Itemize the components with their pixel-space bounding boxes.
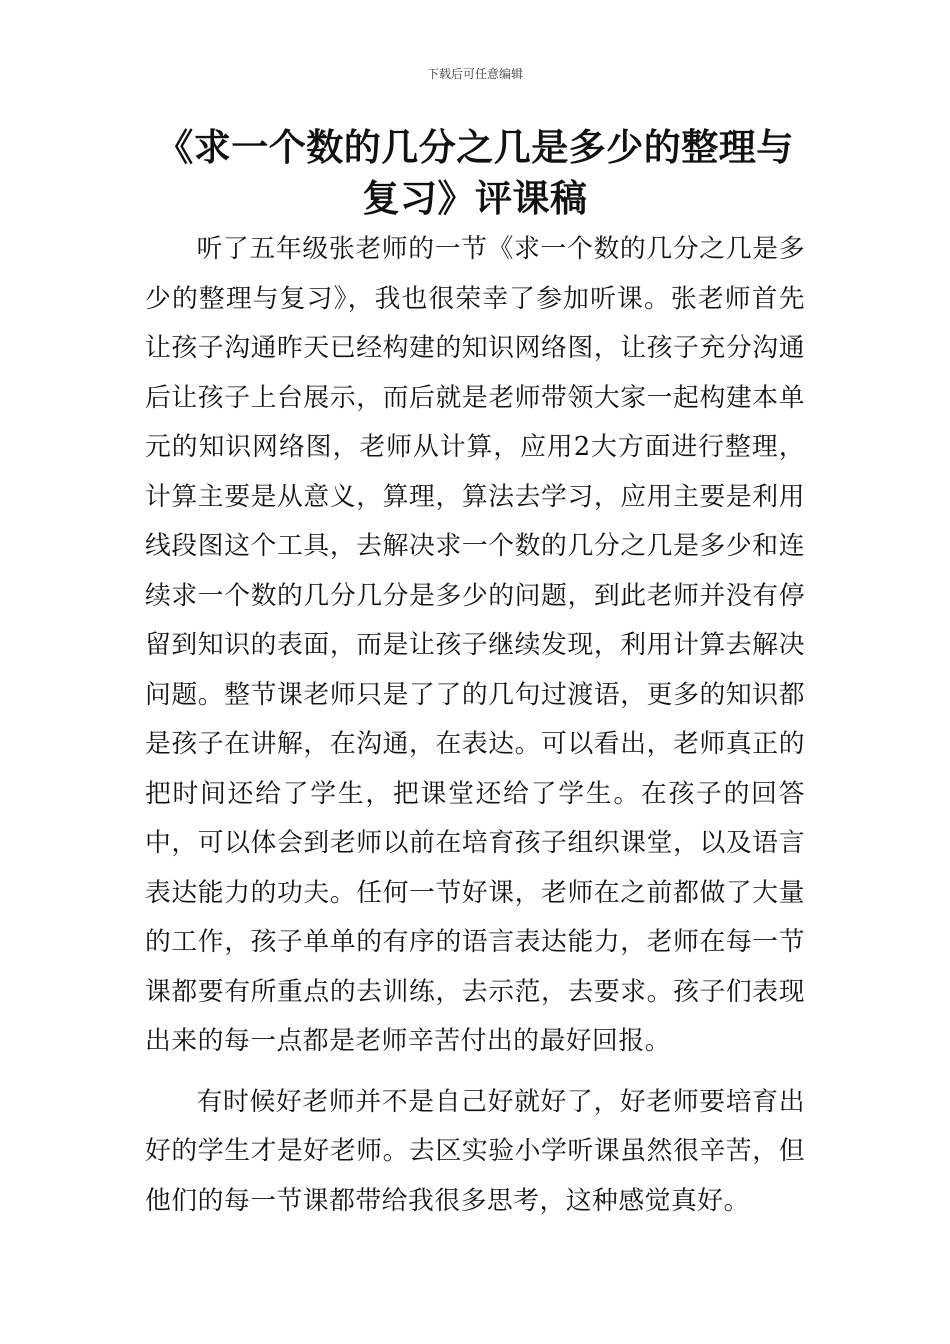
paragraph-2: 有时候好老师并不是自己好就好了，好老师要培育出好的学生才是好老师。去区实验小学听课虽然很辛苦，但他们的每一节课都带给我很多思考，这种感觉真好。 [145, 1086, 805, 1216]
document-body [145, 225, 805, 1226]
document-title: 《求一个数的几分之几是多少的整理与复习》评课稿 [156, 126, 794, 220]
header-note: 下载后可任意编辑 [426, 67, 523, 81]
paragraph-1: 听了五年级张老师的一节《求一个数的几分之几是多少的整理与复习》，我也很荣幸了参加听课。张老师首先让孩子沟通昨天已经构建的知识网络图，让孩子充分沟通后让孩子上台展示，而后就是老师带领大家一起构建本单元的知识网络图，老师从计算，应用2大方面进行整理，计算主要是从意义，算理，算法去学习，应用主要是利用线段图这个工具，去解决求一个数的几分之几是多少和连续求一个数的几分几分是多少的问题，到此老师并没有停留到知识的表面，而是让孩子继续发现，利用计算去解决问题。整节课老师只是了了的几句过渡语，更多的知识都是孩子在讲解，在沟通，在表达。可以看出，老师真正的把时间还给了学生，把课堂还给了学生。在孩子的回答中，可以体会到老师以前在培育孩子组织课堂，以及语言表达能力的功夫。任何一节好课，老师在之前都做了大量的工作，孩子单单的有序的语言表达能力，老师在每一节课都要有所重点的去训练，去示范，去要求。孩子们表现出来的每一点都是老师辛苦付出的最好回报。 [145, 234, 805, 1056]
